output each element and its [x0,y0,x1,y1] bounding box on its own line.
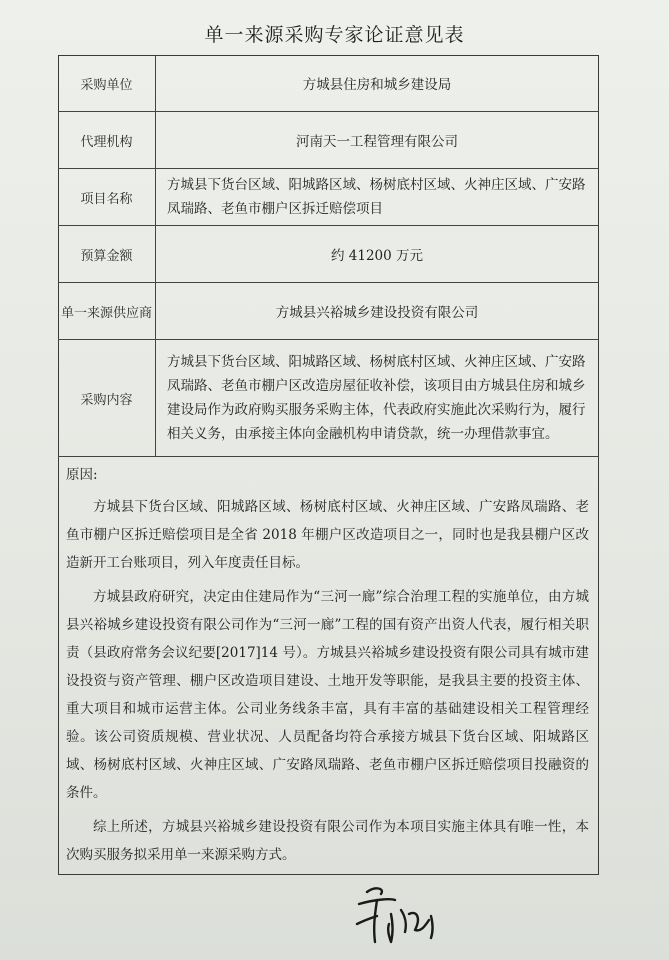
table-row-purchaser [58,55,599,112]
reason-section [58,457,599,875]
row-value: 河南天一工程管理有限公司 [296,134,458,150]
table-row-supplier [58,283,599,340]
table-row-project-name [58,169,599,226]
table-row-agency [58,112,599,169]
document-title: 单一来源采购专家论证意见表 [204,24,465,46]
row-value: 方城县下货台区域、阳城路区域、杨树底村区域、火神庄区域、广安路凤瑞路、老鱼市棚户区拆迁赔偿项目 [167,177,586,217]
reason-paragraph: 方城县下货台区域、阳城路区域、杨树底村区域、火神庄区域、广安路凤瑞路、老鱼市棚户区拆迁赔偿项目是全省 2018 年棚户区改造项目之一，同时也是我县棚户区改造新开工台账项目，列入年度责任目标。 [66,499,589,571]
row-label: 采购内容 [58,340,156,456]
row-label: 代理机构 [58,112,156,168]
row-label: 项目名称 [58,169,156,225]
row-value: 约 41200 万元 [330,248,424,264]
row-value: 方城县下货台区域、阳城路区域、杨树底村区域、火神庄区域、广安路凤瑞路、老鱼市棚户区改造房屋征收补偿，该项目由方城县住房和城乡建设局作为政府购买服务采购主体，代表政府实施此次采购行为，履行相关义务，由承接主体向金融机构申请贷款，统一办理借款事宜。 [167,354,586,442]
row-label: 单一来源供应商 [58,283,156,339]
row-label: 采购单位 [58,55,156,111]
table-row-budget [58,226,599,283]
reason-paragraph: 方城县政府研究，决定由住建局作为“三河一廊”综合治理工程的实施单位，由方城县兴裕城乡建设投资有限公司作为“三河一廊”工程的国有资产出资人代表，履行相关职责（县政府常务会议纪要[2017]14 号）。方城县兴裕城乡建设投资有限公司具有城市建设投资与资产管理、棚户区改造项目建设、土地开发等职能，是我县主要的投资主体、重大项目和城市运营主体。公司业务线条丰富，具有丰富的基础建设相关工程管理经验。该公司资质规模、营业状况、人员配备均符合承接方城县下货台区域、阳城路区域、杨树底村区域、火神庄区域、广安路凤瑞路、老鱼市棚户区拆迁赔偿项目投融资的条件。 [66,589,589,801]
row-label: 预算金额 [58,226,156,282]
table-row-content [58,340,599,457]
handwritten-signature [345,880,445,950]
reason-paragraph: 综上所述，方城县兴裕城乡建设投资有限公司作为本项目实施主体具有唯一性，本次购买服务拟采用单一来源采购方式。 [66,819,589,863]
row-value: 方城县兴裕城乡建设投资有限公司 [275,305,479,321]
row-value: 方城县住房和城乡建设局 [302,77,452,93]
reason-heading: 原因: [66,467,98,483]
